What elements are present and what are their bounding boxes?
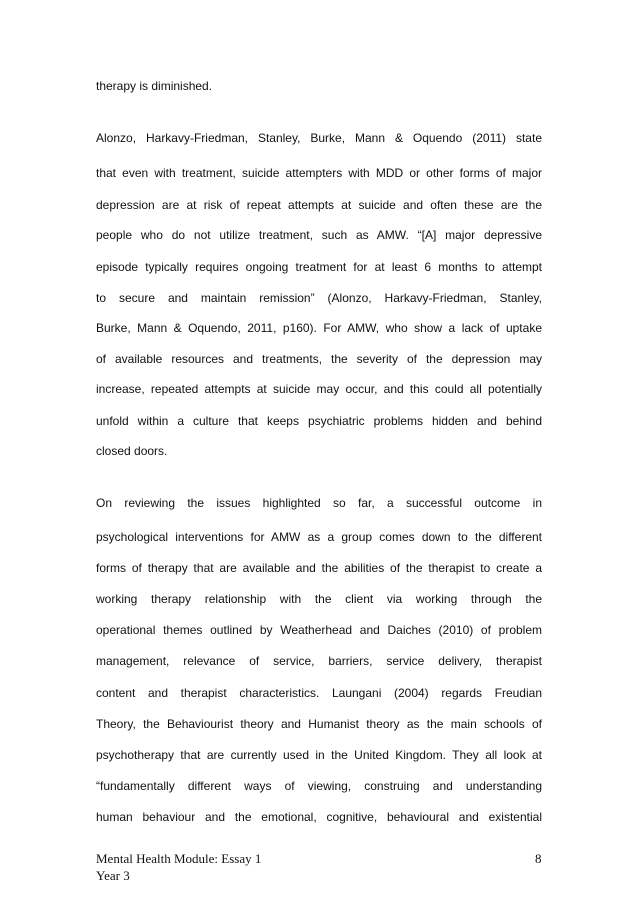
body-text-line: On reviewing the issues highlighted so far, a successful outcome in	[96, 496, 542, 510]
body-text-line: forms of therapy that are available and the abilities of the therapist to create a	[96, 561, 542, 575]
body-text-line: closed doors.	[96, 444, 168, 458]
body-text-line: Alonzo, Harkavy-Friedman, Stanley, Burke, Mann & Oquendo (2011) state	[96, 131, 542, 145]
body-text-line: to secure and maintain remission” (Alonzo, Harkavy-Friedman, Stanley,	[96, 291, 542, 305]
body-text-line: episode typically requires ongoing treatment for at least 6 months to attempt	[96, 260, 542, 274]
body-text-line: therapy is diminished.	[96, 79, 213, 93]
body-text-line: depression are at risk of repeat attempts at suicide and often these are the	[96, 198, 542, 212]
body-text-line: unfold within a culture that keeps psychiatric problems hidden and behind	[96, 414, 542, 428]
page-number: 8	[535, 851, 542, 866]
body-text-line: Theory, the Behaviourist theory and Humanist theory as the main schools of	[96, 717, 542, 731]
body-text-line: psychotherapy that are currently used in the United Kingdom. They all look at	[96, 748, 542, 762]
body-text-line: Burke, Mann & Oquendo, 2011, p160). For AMW, who show a lack of uptake	[96, 321, 542, 335]
body-text-line: working therapy relationship with the client via working through the	[96, 592, 542, 606]
body-text-line: of available resources and treatments, the severity of the depression may	[96, 352, 542, 366]
footer-year: Year 3	[96, 868, 130, 883]
body-text-line: operational themes outlined by Weatherhead and Daiches (2010) of problem	[96, 623, 542, 637]
body-text-line: increase, repeated attempts at suicide may occur, and this could all potentially	[96, 382, 542, 396]
body-text-line: people who do not utilize treatment, such as AMW. “[A] major depressive	[96, 228, 542, 242]
body-text-line: management, relevance of service, barriers, service delivery, therapist	[96, 654, 542, 668]
footer-module-title: Mental Health Module: Essay 1	[96, 851, 262, 866]
body-text-line: content and therapist characteristics. Laungani (2004) regards Freudian	[96, 686, 542, 700]
body-text-line: “fundamentally different ways of viewing, construing and understanding	[96, 779, 542, 793]
body-text-line: human behaviour and the emotional, cognitive, behavioural and existential	[96, 810, 542, 824]
body-text-line: psychological interventions for AMW as a group comes down to the different	[96, 530, 542, 544]
body-text-line: that even with treatment, suicide attempters with MDD or other forms of major	[96, 166, 542, 180]
